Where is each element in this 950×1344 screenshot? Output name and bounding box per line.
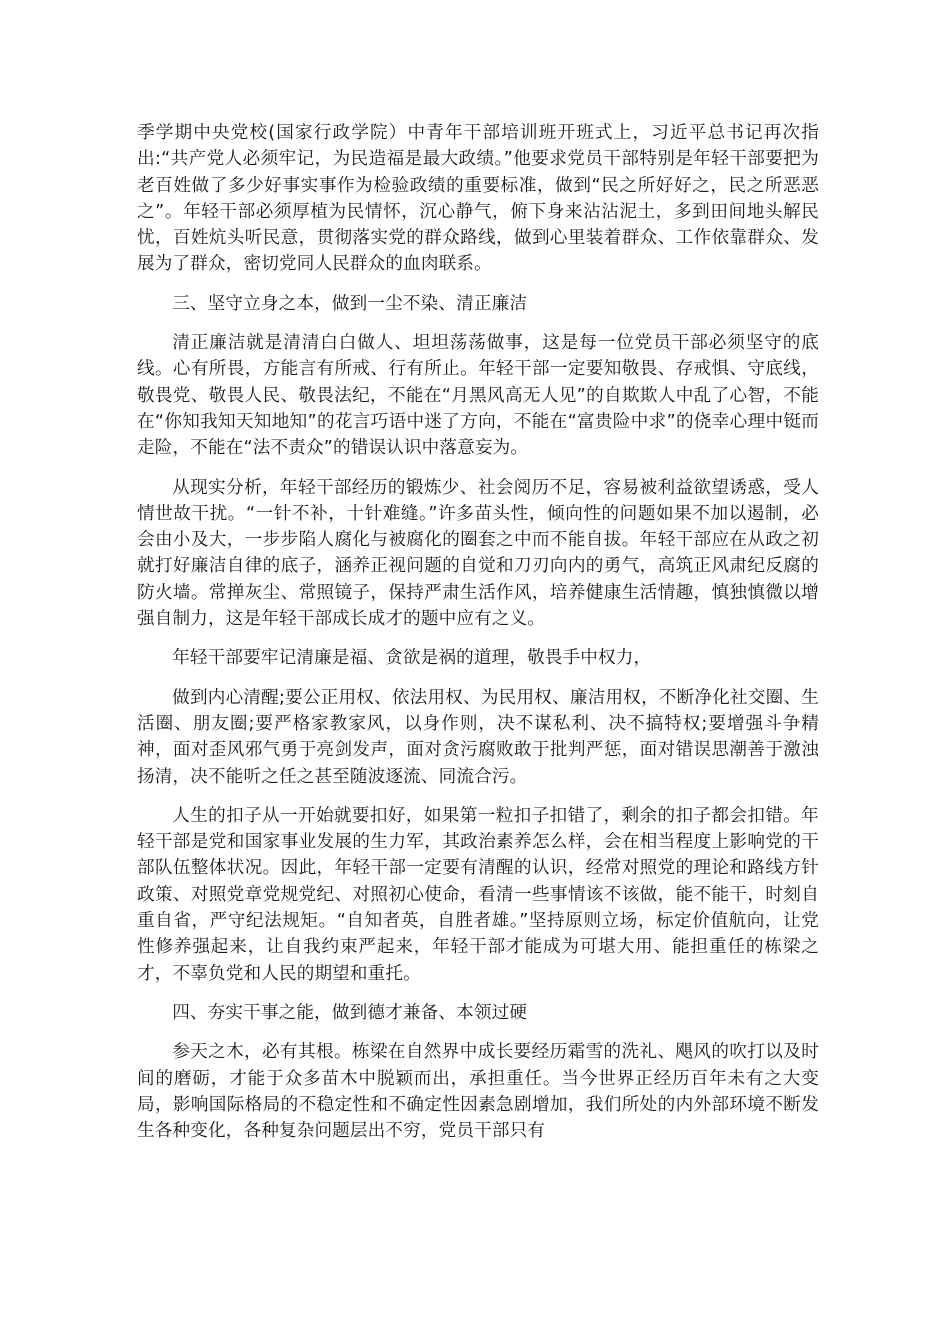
section-heading-4: 四、夯实干事之能，做到德才兼备、本领过硬 xyxy=(172,1002,528,1023)
paragraph: 参天之木，必有其根。栋梁在自然界中成长要经历霜雪的洗礼、飓风的吹打以及时间的磨砺，才能于众多苗木中脱颖而出，承担重任。当今世界正经历百年未有之大变局，影响国际格局的不稳定性和不确定性因素急剧增加，我们所处的内外部环境不断发生各种变化，各种复杂问题层出不穷，党员干部只有 xyxy=(137,1042,819,1142)
section-heading-3: 三、坚守立身之本，做到一尘不染、清正廉洁 xyxy=(172,293,528,314)
paragraph: 年轻干部要牢记清廉是福、贪欲是祸的道理，敬畏手中权力， xyxy=(172,648,652,669)
paragraph-continued: 季学期中央党校(国家行政学院）中青年干部培训班开班式上，习近平总书记再次指出:“共产党人必须牢记，为民造福是最大政绩。”他要求党员干部特别是年轻干部要把为老百姓做了多少好事实事作为检验政绩的重要标准，做到“民之所好好之，民之所恶恶之”。年轻干部必须厚植为民情怀，沉心静气，俯下身来沾沾泥土，多到田间地头解民忧，百姓炕头听民意，贯彻落实党的群众路线，做到心里装着群众、工作依靠群众、发展为了群众，密切党同人民群众的血肉联系。 xyxy=(137,123,819,275)
paragraph: 从现实分析，年轻干部经历的锻炼少、社会阅历不足，容易被利益欲望诱惑，受人情世故干扰。“一针不补，十针难缝。”许多苗头性，倾向性的问题如果不加以遏制，必会由小及大，一步步陷人腐化与被腐化的圈套之中而不能自拔。年轻干部应在从政之初就打好廉洁自律的底子，涵养正视问题的自觉和刀刃向内的勇气，高筑正风肃纪反腐的防火墙。常掸灰尘、常照镜子，保持严肃生活作风，培养健康生活情趣，慎独慎微以增强自制力，这是年轻干部成长成才的题中应有之义。 xyxy=(137,477,819,630)
paragraph: 清正廉洁就是清清白白做人、坦坦荡荡做事，这是每一位党员干部必须坚守的底线。心有所畏，方能言有所戒、行有所止。年轻干部一定要知敬畏、存戒惧、守底线，敬畏党、敬畏人民、敬畏法纪，不能在“月黑风高无人见”的自欺欺人中乱了心智，不能在“你知我知天知地知”的花言巧语中迷了方向，不能在“富贵险中求”的侥幸心理中铤而走险，不能在“法不责众”的错误认识中落意妄为。 xyxy=(137,333,819,459)
paragraph: 人生的扣子从一开始就要扣好，如果第一粒扣子扣错了，剩余的扣子都会扣错。年轻干部是党和国家事业发展的生力军，其政治素养怎么样，会在相当程度上影响党的干部队伍整体状况。因此，年轻干部一定要有清醒的认识，经常对照党的理论和路线方针政策、对照党章党规党纪、对照初心使命，看清一些事情该不该做，能不能干，时刻自重自省，严守纪法规矩。“自知者英，自胜者雄。”坚持原则立场，标定价值航向，让党性修养强起来，让自我约束严起来，年轻干部才能成为可堪大用、能担重任的栋梁之才，不辜负党和人民的期望和重托。 xyxy=(137,805,819,984)
paragraph: 做到内心清醒;要公正用权、依法用权、为民用权、廉洁用权，不断净化社交圈、生活圈、朋友圈;要严格家教家风，以身作则，决不谋私利、决不搞特权;要增强斗争精神，面对歪风邪气勇于亮剑发声，面对贪污腐败敢于批判严惩，面对错误思潮善于激浊扬清，决不能听之任之甚至随波逐流、同流合污。 xyxy=(137,687,819,787)
document-page xyxy=(137,120,819,1157)
